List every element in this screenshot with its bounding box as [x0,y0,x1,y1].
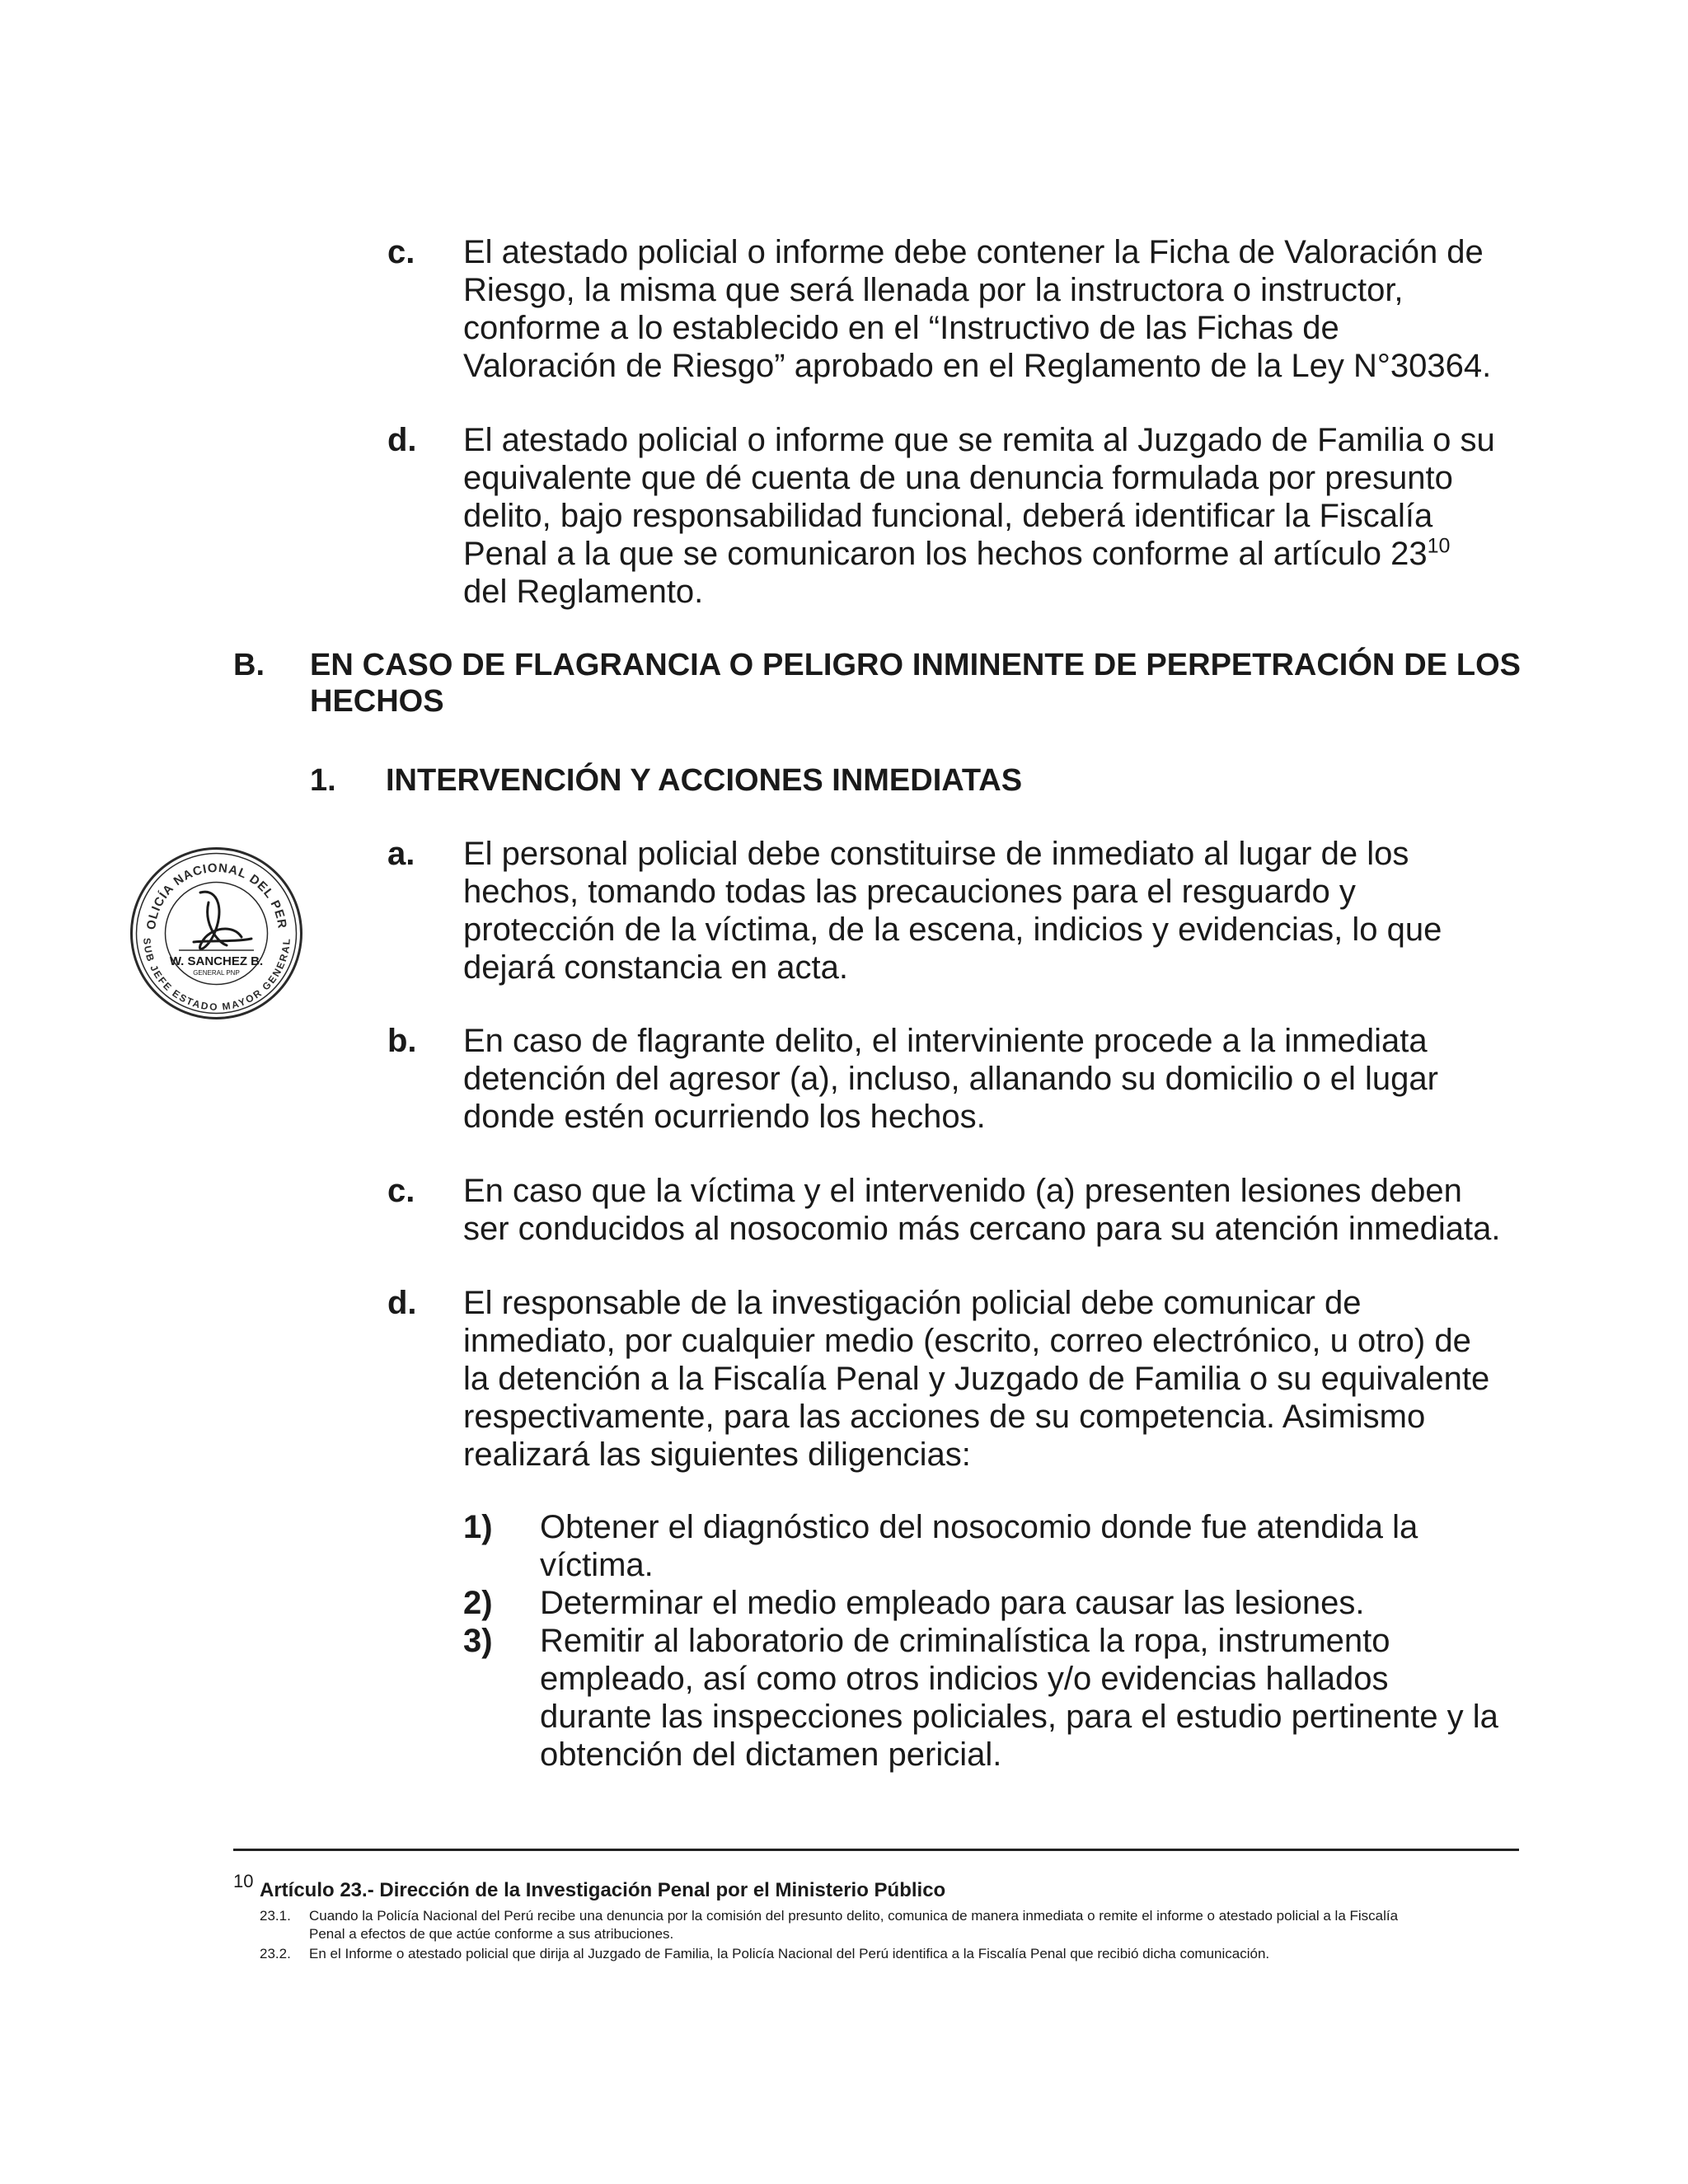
heading-b [233,647,1521,723]
official-seal [128,845,305,1022]
text-line: realizará las siguientes diligencias: [463,1436,971,1473]
subitem-3-text [540,1622,1521,1774]
text-line: Determinar el medio empleado para causar las lesiones. [540,1585,1365,1621]
section-c-marker: c. [387,234,415,270]
text-line: El personal policial debe constituirse de inmediato al lugar de los [463,836,1409,872]
item-d-marker: d. [387,1285,417,1321]
text-line [463,535,1521,573]
text-line: El atestado policial o informe que se remita al Juzgado de Familia o su [463,422,1495,458]
text-line: víctima. [540,1547,654,1583]
subitem-2-marker: 2) [463,1585,493,1621]
text-line: ser conducidos al nosocomio más cercano para su atención inmediata. [463,1211,1501,1247]
seal-rank: GENERAL PNP [193,969,240,977]
text-line: detención del agresor (a), incluso, allanando su domicilio o el lugar [463,1061,1438,1097]
text-line: Penal a efectos de que actúe conforme a sus atribuciones. [309,1926,674,1942]
text-line: Valoración de Riesgo” aprobado en el Reglamento de la Ley N°30364. [463,348,1492,384]
footnote-reference[interactable]: 10 [1427,534,1451,558]
footnote-entry-number: 23.2. [260,1946,291,1961]
footnote-entry [260,1945,1529,1963]
text-line: durante las inspecciones policiales, para el estudio pertinente y la [540,1699,1498,1735]
text-line: protección de la víctima, de la escena, indicios y evidencias, lo que [463,912,1442,948]
subitem-1-text [540,1508,1521,1584]
text-line: El responsable de la investigación policial debe comunicar de [463,1285,1362,1321]
item-d-text [463,1284,1521,1474]
item-a-text [463,835,1521,987]
seal-name: W. SANCHEZ B. [169,954,264,968]
footnote-separator [233,1849,1519,1851]
text-line: del Reglamento. [463,574,704,610]
footnote-number: 10 [233,1871,254,1891]
text-line: donde estén ocurriendo los hechos. [463,1099,986,1135]
subitem-1-marker: 1) [463,1509,493,1545]
item-c-text [463,1172,1521,1248]
heading-1-text: INTERVENCIÓN Y ACCIONES INMEDIATAS [386,763,1023,798]
item-b [387,1022,1521,1137]
seal-top-text: OLICÍA NACIONAL DEL PER [143,860,289,931]
item-a [387,835,1521,991]
seal-graphic [128,845,305,1022]
text-line: la detención a la Fiscalía Penal y Juzgado de Familia o su equivalente [463,1361,1490,1397]
text-line: Remitir al laboratorio de criminalística la ropa, instrumento [540,1623,1390,1659]
section-d-marker: d. [387,422,417,458]
item-a-marker: a. [387,836,415,872]
text-line: obtención del dictamen pericial. [540,1736,1002,1773]
text-line: En el Informe o atestado policial que dirija al Juzgado de Familia, la Policía Nacional del Perú identifica a la Fiscalía Penal que recibió dicha comunicación. [309,1946,1270,1961]
footnote-title: Artículo 23.- Dirección de la Investigación Penal por el Ministerio Público [260,1879,946,1901]
footnote-entry [260,1907,1529,1943]
text-line: empleado, así como otros indicios y/o evidencias hallados [540,1661,1389,1697]
heading-1 [310,762,1299,800]
subitem-3-marker: 3) [463,1623,493,1659]
text-line: El atestado policial o informe debe contener la Ficha de Valoración de [463,234,1484,270]
signature-mark [194,892,251,949]
text-line: conforme a lo establecido en el “Instructivo de las Fichas de [463,310,1339,346]
item-c [387,1172,1521,1250]
seal-bottom-text: SUB JEFE ESTADO MAYOR GENERAL [141,937,293,1013]
footnote-entry-text [309,1907,1529,1943]
text-line: En caso que la víctima y el intervenido (a) presenten lesiones deben [463,1173,1462,1209]
text-line: Cuando la Policía Nacional del Perú recibe una denuncia por la comisión del presunto delito, comunica de manera inmediata o remite el informe o atestado policial a la Fiscalía [309,1908,1399,1924]
text-line: delito, bajo responsabilidad funcional, deberá identificar la Fiscalía [463,498,1433,534]
subitem-3 [463,1622,1521,1779]
text-line-content: Penal a la que se comunicaron los hechos conforme al artículo 23 [463,536,1428,572]
text-line: Riesgo, la misma que será llenada por la instructora o instructor, [463,272,1404,308]
heading-b-text: EN CASO DE FLAGRANCIA O PELIGRO INMINENTE DE PERPETRACIÓN DE LOS HECHOS [310,648,1521,719]
footnote-entry-text [309,1945,1529,1963]
heading-b-marker: B. [233,648,265,682]
subitem-2-text [540,1584,1521,1622]
section-c-text [463,233,1521,385]
text-line: respectivamente, para las acciones de su competencia. Asimismo [463,1399,1426,1435]
subitem-2 [463,1584,1521,1624]
item-b-marker: b. [387,1023,417,1059]
item-c-marker: c. [387,1173,415,1209]
footnote-entry-number: 23.1. [260,1908,291,1924]
subitem-1 [463,1508,1521,1586]
section-d-text [463,421,1521,611]
text-line: En caso de flagrante delito, el interviniente procede a la inmediata [463,1023,1428,1059]
text-line: hechos, tomando todas las precauciones para el resguardo y [463,874,1356,910]
item-b-text [463,1022,1521,1136]
heading-1-marker: 1. [310,763,336,798]
text-line: equivalente que dé cuenta de una denuncia formulada por presunto [463,460,1453,496]
section-c [387,233,1521,390]
text-line: dejará constancia en acta. [463,949,848,986]
item-d [387,1284,1521,1478]
section-d [387,421,1521,619]
text-line: inmediato, por cualquier medio (escrito, correo electrónico, u otro) de [463,1323,1471,1359]
text-line: Obtener el diagnóstico del nosocomio donde fue atendida la [540,1509,1418,1545]
